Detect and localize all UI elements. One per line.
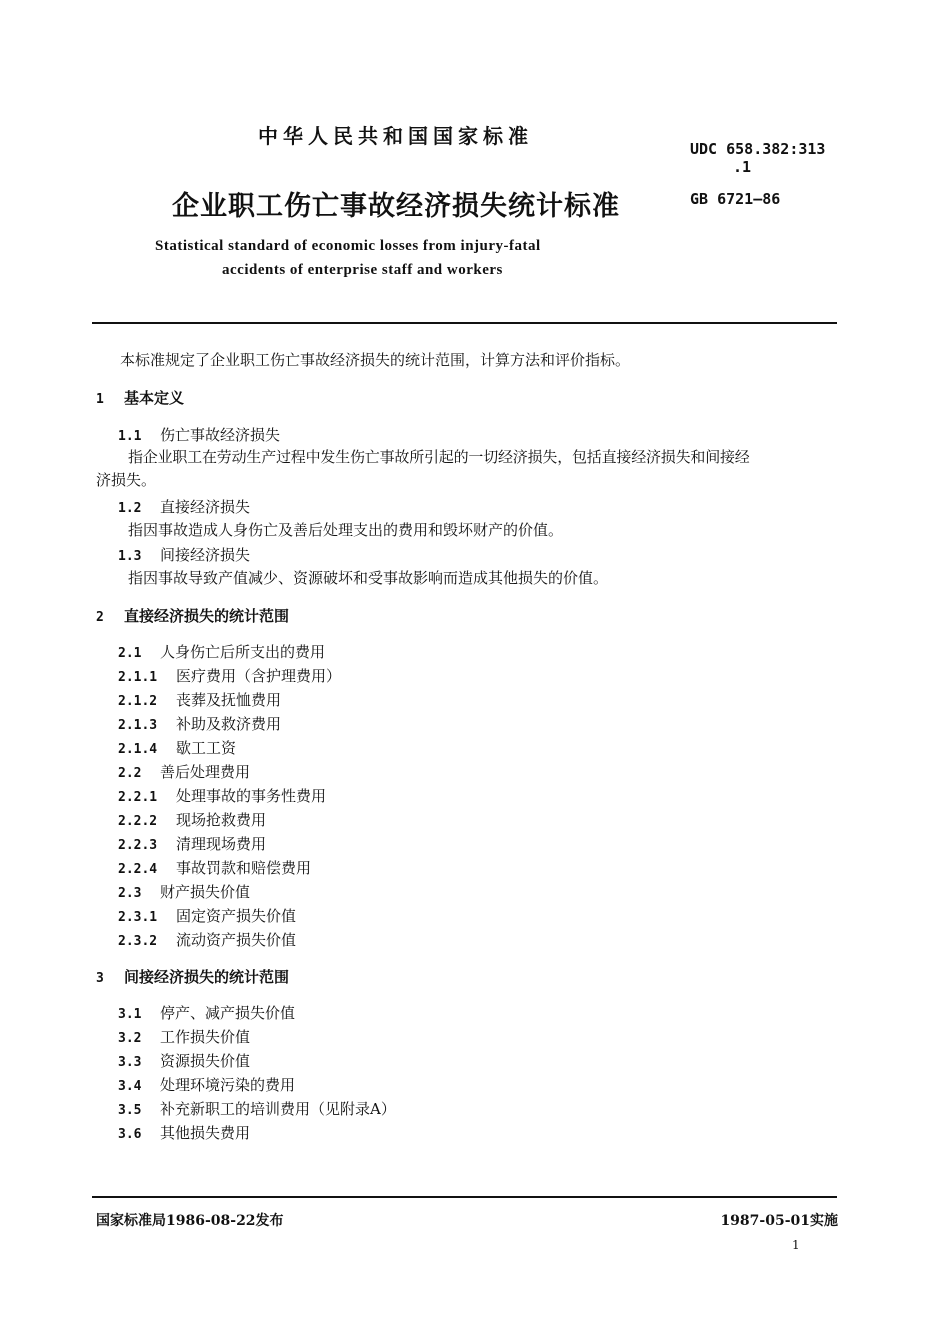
clause-title: 资源损失价值 <box>160 1052 251 1070</box>
effective-date: 1987-05-01实施 <box>720 1213 838 1229</box>
clause-title: 事故罚款和赔偿费用 <box>176 859 312 877</box>
clause-2-2-3 <box>118 833 266 854</box>
clause-2-2-2 <box>118 809 266 830</box>
clause-2-3-2 <box>118 929 296 950</box>
udc-code-suffix: .1 <box>733 158 752 176</box>
clause-number: 2.1.4 <box>118 742 158 757</box>
page-number: 1 <box>792 1238 800 1252</box>
clause-number: 2.1.1 <box>118 670 158 685</box>
clause-title: 善后处理费用 <box>160 763 251 781</box>
header-divider <box>92 322 837 324</box>
clause-number: 2.1.2 <box>118 694 158 709</box>
clause-2-1-3 <box>118 713 281 734</box>
section-1-heading <box>96 387 184 408</box>
section-number: 3 <box>96 971 104 986</box>
clause-title: 丧葬及抚恤费用 <box>176 691 282 709</box>
clause-1-3-text: 指因事故导致产值减少、资源破坏和受事故影响而造成其他损失的价值。 <box>128 569 609 587</box>
clause-1-1-text-cont: 济损失。 <box>96 471 157 489</box>
clause-3-4 <box>118 1074 295 1095</box>
clause-number: 2.2.3 <box>118 838 158 853</box>
clause-2-2 <box>118 761 250 782</box>
clause-1-3 <box>118 544 250 565</box>
clause-number: 3.6 <box>118 1127 142 1142</box>
clause-number: 1.1 <box>118 429 142 444</box>
clause-2-1 <box>118 641 325 662</box>
clause-2-1-1 <box>118 665 341 686</box>
clause-number: 1.2 <box>118 501 142 516</box>
clause-title: 补助及救济费用 <box>176 715 282 733</box>
clause-title: 伤亡事故经济损失 <box>160 426 281 444</box>
issue-date: 国家标准局1986-08-22发布 <box>96 1213 284 1229</box>
clause-2-2-1 <box>118 785 326 806</box>
gb-standard-code: GB 6721—86 <box>690 190 781 208</box>
clause-number: 3.3 <box>118 1055 142 1070</box>
clause-1-2-text: 指因事故造成人身伤亡及善后处理支出的费用和毁坏财产的价值。 <box>128 521 564 539</box>
clause-number: 2.3.1 <box>118 910 158 925</box>
english-title-line-2: accidents of enterprise staff and workers <box>222 262 503 278</box>
footer-divider <box>92 1196 837 1198</box>
clause-title: 停产、减产损失价值 <box>160 1004 296 1022</box>
clause-number: 2.2.2 <box>118 814 158 829</box>
clause-number: 3.1 <box>118 1007 142 1022</box>
section-title: 间接经济损失的统计范围 <box>124 968 290 986</box>
clause-number: 2.2.1 <box>118 790 158 805</box>
section-number: 2 <box>96 610 104 625</box>
clause-title: 补充新职工的培训费用（见附录A） <box>160 1100 396 1118</box>
section-title: 直接经济损失的统计范围 <box>124 607 290 625</box>
clause-title: 人身伤亡后所支出的费用 <box>160 643 326 661</box>
clause-number: 1.3 <box>118 549 142 564</box>
clause-3-3 <box>118 1050 250 1071</box>
clause-title: 处理事故的事务性费用 <box>176 787 327 805</box>
clause-1-1-text: 指企业职工在劳动生产过程中发生伤亡事故所引起的一切经济损失，包括直接经济损失和间接经 <box>128 448 750 466</box>
clause-title: 流动资产损失价值 <box>176 931 297 949</box>
clause-1-1 <box>118 424 280 445</box>
clause-1-2 <box>118 496 250 517</box>
clause-2-3-1 <box>118 905 296 926</box>
clause-2-3 <box>118 881 250 902</box>
clause-title: 清理现场费用 <box>176 835 267 853</box>
section-number: 1 <box>96 392 104 407</box>
clause-title: 医疗费用（含护理费用） <box>176 667 342 685</box>
english-title-line-1: Statistical standard of economic losses from injury-fatal <box>155 238 541 254</box>
clause-2-2-4 <box>118 857 311 878</box>
clause-2-1-4 <box>118 737 236 758</box>
section-title: 基本定义 <box>124 389 185 407</box>
clause-title: 固定资产损失价值 <box>176 907 297 925</box>
clause-title: 财产损失价值 <box>160 883 251 901</box>
issuing-organization: 中华人民共和国国家标准 <box>258 124 533 148</box>
clause-number: 3.2 <box>118 1031 142 1046</box>
section-3-heading <box>96 966 289 987</box>
clause-number: 2.2 <box>118 766 142 781</box>
clause-title: 工作损失价值 <box>160 1028 251 1046</box>
clause-title: 歇工工资 <box>176 739 237 757</box>
document-title: 企业职工伤亡事故经济损失统计标准 <box>172 191 620 222</box>
clause-3-5 <box>118 1098 396 1119</box>
clause-number: 3.4 <box>118 1079 142 1094</box>
clause-number: 2.1 <box>118 646 142 661</box>
section-2-heading <box>96 605 289 626</box>
clause-number: 3.5 <box>118 1103 142 1118</box>
clause-number: 2.3.2 <box>118 934 158 949</box>
intro-paragraph: 本标准规定了企业职工伤亡事故经济损失的统计范围，计算方法和评价指标。 <box>120 351 631 369</box>
clause-3-2 <box>118 1026 250 1047</box>
clause-number: 2.1.3 <box>118 718 158 733</box>
clause-3-1 <box>118 1002 295 1023</box>
clause-number: 2.3 <box>118 886 142 901</box>
clause-title: 现场抢救费用 <box>176 811 267 829</box>
clause-title: 间接经济损失 <box>160 546 251 564</box>
clause-number: 2.2.4 <box>118 862 158 877</box>
clause-2-1-2 <box>118 689 281 710</box>
udc-code: UDC 658.382:313 <box>690 140 826 158</box>
clause-title: 直接经济损失 <box>160 498 251 516</box>
clause-3-6 <box>118 1122 250 1143</box>
clause-title: 处理环境污染的费用 <box>160 1076 296 1094</box>
clause-title: 其他损失费用 <box>160 1124 251 1142</box>
